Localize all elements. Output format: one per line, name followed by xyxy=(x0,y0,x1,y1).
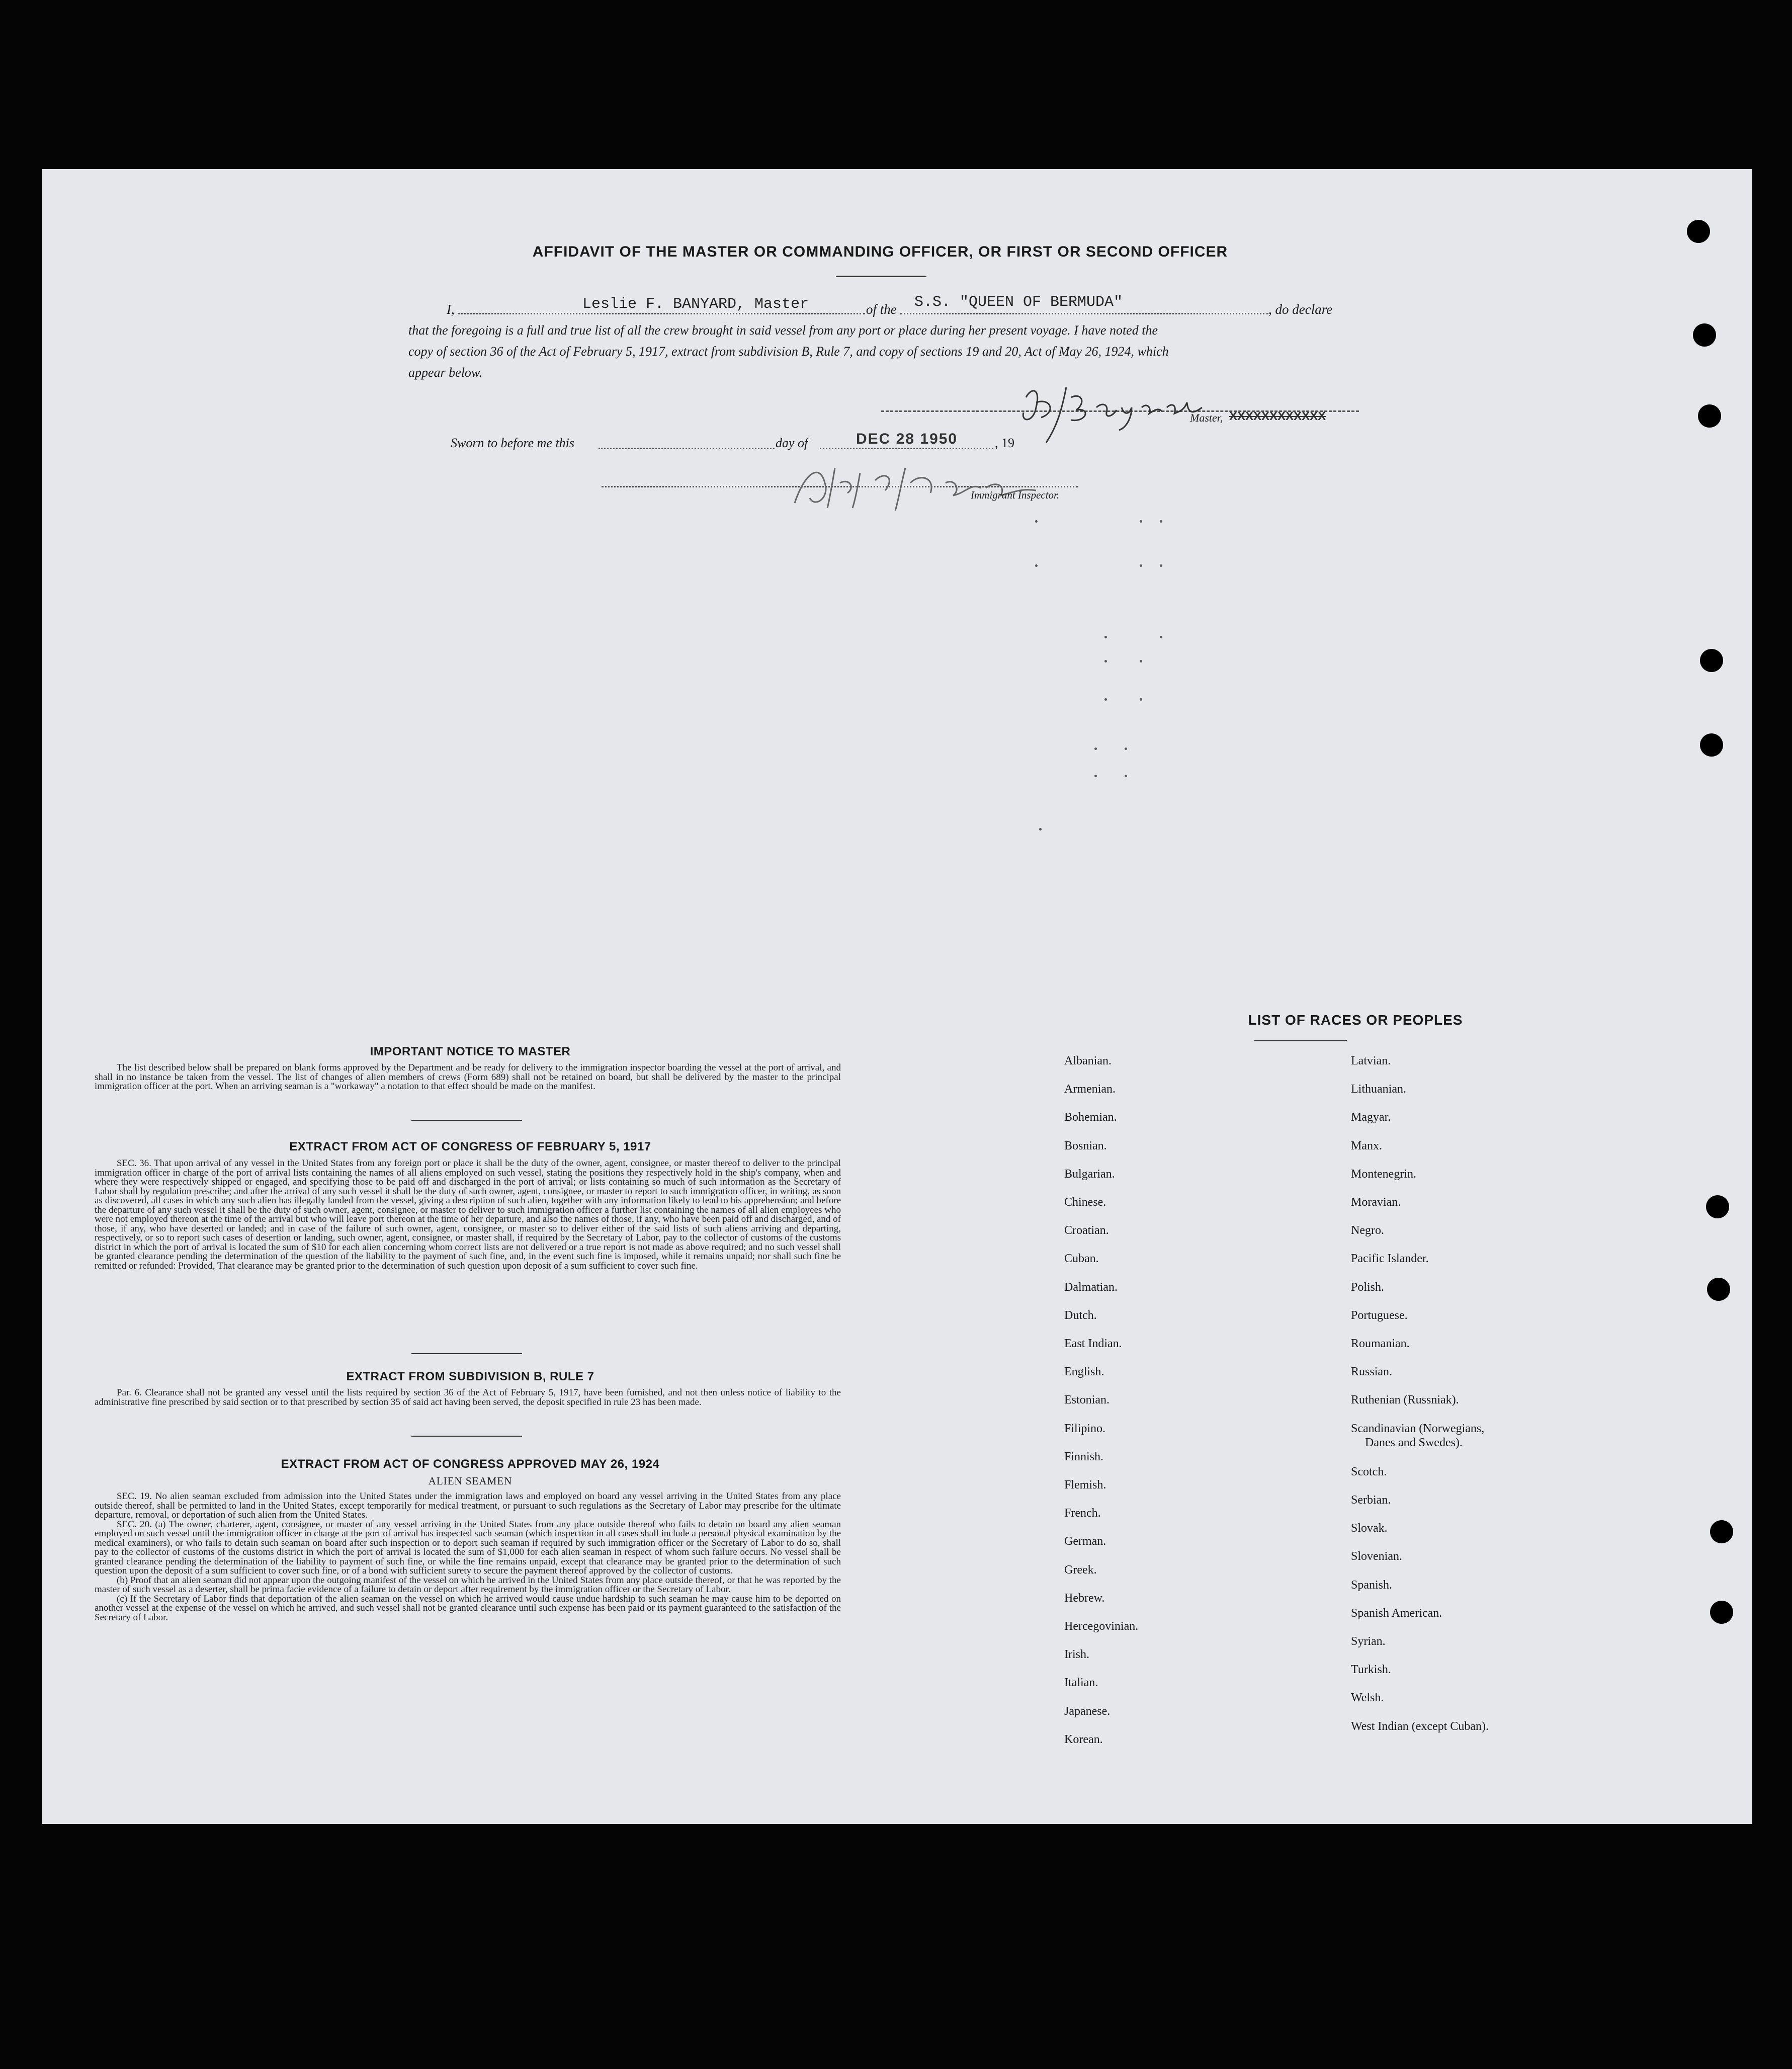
scan-speck xyxy=(1160,636,1162,638)
race-item: Welsh. xyxy=(1351,1691,1384,1705)
punch-hole xyxy=(1700,649,1723,672)
vessel-name-typed: S.S. "QUEEN OF BERMUDA" xyxy=(914,294,1123,311)
scan-speck xyxy=(1160,564,1162,567)
master-name-typed: Leslie F. BANYARD, Master xyxy=(582,296,809,313)
extract-1917-title: EXTRACT FROM ACT OF CONGRESS OF FEBRUARY 5, 1917 xyxy=(289,1140,651,1153)
scan-speck xyxy=(1039,828,1042,831)
extract-1917-text xyxy=(95,1159,841,1271)
race-item: Russian. xyxy=(1351,1365,1393,1379)
race-item: Polish. xyxy=(1351,1280,1385,1294)
section-20b: (b) Proof that an alien seaman did not appear upon the outgoing manifest of the vessel on which he arrived in the United States from any place outside thereof, or that he was reported by the master of such vessel as a deserter, shall be prima facie evidence of a failure to detain or deport after requirement by the immigration officer or the Secretary of Labor. xyxy=(95,1575,841,1595)
extract-1924-text xyxy=(95,1492,841,1622)
punch-hole xyxy=(1706,1195,1729,1218)
race-item: Magyar. xyxy=(1351,1111,1391,1124)
race-item: Bosnian. xyxy=(1064,1139,1107,1152)
affidavit-title: AFFIDAVIT OF THE MASTER OR COMMANDING OFFICER, OR FIRST OR SECOND OFFICER xyxy=(532,243,1228,260)
scan-speck xyxy=(1160,520,1162,523)
scan-speck xyxy=(1104,660,1107,663)
master-label: Master, xyxy=(1190,411,1223,424)
sworn-month-blank xyxy=(820,448,993,449)
of-the-label: of the xyxy=(866,302,897,317)
affidavit-line: that the foregoing is a full and true list of all the crew brought in said vessel from any port or place during her present voyage. I have noted the xyxy=(408,323,1158,338)
race-item: English. xyxy=(1064,1365,1104,1379)
rule7-text xyxy=(95,1388,841,1407)
scan-speck xyxy=(1140,660,1142,663)
race-item: Roumanian. xyxy=(1351,1337,1410,1350)
race-item: Finnish. xyxy=(1064,1450,1104,1463)
scan-speck xyxy=(1094,748,1097,750)
divider xyxy=(411,1120,522,1121)
divider xyxy=(411,1353,522,1354)
race-item: Ruthenian (Russniak). xyxy=(1351,1393,1459,1407)
race-item: Japanese. xyxy=(1064,1704,1111,1718)
race-item: Syrian. xyxy=(1351,1635,1386,1648)
notice-paragraph: The list described below shall be prepared on blank forms approved by the Department and be ready for delivery to the immigration inspector boarding the vessel at the port of arrival, and shall in no instance be taken from the vessel. The list of changes of alien members of crews (Form 689) shall not be retained on board, but shall be delivered by the master to the principal immigration officer at the port. When an arriving seaman is a "workaway" a notation to that effect should be made on the manifest. xyxy=(95,1062,841,1092)
section-20c: (c) If the Secretary of Labor finds that deportation of the alien seaman on the vessel on which he arrived would cause undue hardship to such seaman he may cause him to be deported on another vessel at the expense of the vessel on which he arrived, and such vessel shall not be granted clearance until such expense has been paid or its payment guaranteed to the satisfaction of the Secretary of Labor. xyxy=(95,1593,841,1623)
race-item: Pacific Islander. xyxy=(1351,1252,1429,1266)
race-item: Latvian. xyxy=(1351,1054,1391,1067)
divider xyxy=(411,1436,522,1437)
race-item: East Indian. xyxy=(1064,1337,1122,1350)
scan-speck xyxy=(1104,698,1107,701)
punch-hole xyxy=(1710,1601,1733,1624)
do-declare-label: , do declare xyxy=(1268,302,1333,317)
race-item: Spanish American. xyxy=(1351,1606,1442,1620)
race-item: Negro. xyxy=(1351,1224,1384,1237)
master-signature xyxy=(1011,367,1232,448)
race-item: Italian. xyxy=(1064,1676,1098,1690)
race-item: Croatian. xyxy=(1064,1224,1109,1237)
sworn-label: Sworn to before me this xyxy=(451,436,575,450)
struck-title: XXXXXXXXXXXX xyxy=(1229,409,1326,423)
name-blank xyxy=(458,313,865,314)
divider xyxy=(836,276,926,277)
vessel-blank xyxy=(900,313,1268,314)
race-item: Moravian. xyxy=(1351,1196,1401,1209)
race-item: Irish. xyxy=(1064,1648,1089,1662)
scan-speck xyxy=(1140,520,1142,523)
race-item: Filipino. xyxy=(1064,1422,1106,1435)
scan-speck xyxy=(1125,748,1127,750)
race-item: German. xyxy=(1064,1535,1106,1548)
race-item: Albanian. xyxy=(1064,1054,1112,1067)
punch-hole xyxy=(1687,220,1710,243)
scan-speck xyxy=(1035,564,1038,567)
race-item: Lithuanian. xyxy=(1351,1083,1406,1096)
race-item: Slovenian. xyxy=(1351,1550,1402,1563)
scan-speck xyxy=(1104,636,1107,638)
scan-speck xyxy=(1140,698,1142,701)
race-item: Korean. xyxy=(1064,1732,1103,1746)
race-item: Portuguese. xyxy=(1351,1308,1408,1322)
race-item: Chinese. xyxy=(1064,1196,1106,1209)
inspector-signature xyxy=(785,453,1086,518)
race-item: French. xyxy=(1064,1507,1101,1520)
divider xyxy=(1254,1040,1347,1041)
race-item: Cuban. xyxy=(1064,1252,1099,1266)
race-item: Greek. xyxy=(1064,1563,1097,1577)
year-prefix: , 19 xyxy=(995,436,1014,450)
punch-hole xyxy=(1698,404,1721,428)
scan-speck xyxy=(1035,520,1038,523)
punch-hole xyxy=(1707,1278,1730,1301)
affidavit-line: appear below. xyxy=(408,365,482,380)
race-item: Bulgarian. xyxy=(1064,1167,1115,1181)
rule7-paragraph: Par. 6. Clearance shall not be granted any vessel until the lists required by section 36 of the Act of February 5, 1917, have been furnished, and not then unless notice of liability to the administrative fine prescribed by said section or to that prescribed by section 35 of said act having been served, the deposit specified in rule 23 has been made. xyxy=(95,1387,841,1408)
race-item: Hercegovinian. xyxy=(1064,1620,1139,1633)
race-item: Montenegrin. xyxy=(1351,1167,1416,1181)
race-item: Spanish. xyxy=(1351,1578,1393,1592)
race-item: Slovak. xyxy=(1351,1522,1388,1535)
day-of-label: day of xyxy=(776,436,808,450)
punch-hole xyxy=(1693,323,1716,347)
race-item: Turkish. xyxy=(1351,1663,1391,1677)
race-item: Estonian. xyxy=(1064,1393,1110,1407)
scan-speck xyxy=(1140,564,1142,567)
punch-hole xyxy=(1710,1520,1733,1543)
scan-speck xyxy=(1094,775,1097,777)
races-title: LIST OF RACES OR PEOPLES xyxy=(1248,1012,1463,1028)
affidavit-line: copy of section 36 of the Act of February 5, 1917, extract from subdivision B, Rule 7, and copy of sections 19 and 20, Act of May 26, 1924, which xyxy=(408,344,1169,359)
affidavit-pronoun: I, xyxy=(447,302,455,317)
race-item: Armenian. xyxy=(1064,1083,1116,1096)
race-item: Hebrew. xyxy=(1064,1591,1105,1605)
section-36: SEC. 36. That upon arrival of any vessel in the United States from any foreign port or place it shall be the duty of the owner, agent, consignee, or master thereof to deliver to the principal immigration officer in charge of the port of arrival lists containing the names of all aliens employed on such vessel, stating the positions they respectively hold in the ship's company, when and where they were respectively shipped or engaged, and specifying those to be paid off and discharged in the port of arrival; or lists containing so much of such information as the Secretary of Labor shall by regulation prescribe; and after the arrival of any such vessel it shall be the duty of such owner, agent, consignee, or master to report to such immigration officer, in writing, as soon as discovered, all cases in which any such alien has illegally landed from the vessel, giving a description of such alien, together with any information likely to lead to his apprehension; and before the departure of any such vessel it shall be the duty of such owner, agent, consignee, or master to deliver to such immigration officer a further list containing the names of all alien employees who were not employed thereon at the time of the arrival but who will leave port thereon at the time of her departure, and also the names of those, if any, who have been paid off and discharged, and of those, if any, who have deserted or landed; and in case of the failure of such owner, agent, consignee, or master so to deliver either of the said lists of such aliens arriving and departing, respectively, or so to report such cases of desertion or landing, such owner, agent, consignee, or master shall, if required by the Secretary of Labor, pay to the collector of customs of the customs district in which the port of arrival is located the sum of $10 for each alien concerning whom correct lists are not delivered or a true report is not made as above required; and no such vessel shall be granted clearance pending the determination of the question of the liability to the payment of such fine, and, in the event such fine is imposed, while it remains unpaid; nor shall such fine be remitted or refunded: Provided, That clearance may be granted prior to the determination of such question upon deposit of a sum sufficient to cover such fine. xyxy=(95,1158,841,1271)
sworn-day-blank xyxy=(599,448,775,449)
section-20a: SEC. 20. (a) The owner, charterer, agent, consignee, or master of any vessel arriving in the United States from any place outside thereof who fails to detain on board any alien seaman employed on such vessel until the immigration officer in charge at the port of arrival has inspected such seaman (which inspection in all cases shall include a personal physical examination by the medical examiners), or who fails to detain such seaman on board after such inspection or to deport such seaman if required by such immigration officer or the Secretary of Labor to do so, shall pay to the collector of customs of the customs district in which the port of arrival is located the sum of $1,000 for each alien seaman in respect of whom such failure occurs. No vessel shall be granted clearance pending the determination of the liability to payment of such fine, or while the fine remains unpaid, except that clearance may be granted prior to the determination of such question upon the deposit of a sum sufficient to cover such fine, or of a bond with sufficient surety to secure the payment thereof approved by the collector of customs. xyxy=(95,1519,841,1576)
race-item: Flemish. xyxy=(1064,1478,1106,1492)
race-item-continuation: Danes and Swedes). xyxy=(1365,1436,1463,1449)
section-19: SEC. 19. No alien seaman excluded from admission into the United States under the immigration laws and employed on board any vessel arriving in the United States from any place outside thereof, shall be permitted to land in the United States, except temporarily for medical treatment, or pursuant to such regulations as the Secretary of Labor may prescribe for the ultimate departure, removal, or deportation of such alien from the United States. xyxy=(95,1491,841,1520)
punch-hole xyxy=(1700,733,1723,757)
race-item: Scotch. xyxy=(1351,1465,1387,1478)
race-item: Bohemian. xyxy=(1064,1111,1117,1124)
notice-text xyxy=(95,1063,841,1092)
scan-speck xyxy=(1125,775,1127,777)
extract-1924-subtitle: ALIEN SEAMEN xyxy=(428,1475,513,1487)
race-item: Manx. xyxy=(1351,1139,1382,1152)
rule7-title: EXTRACT FROM SUBDIVISION B, RULE 7 xyxy=(346,1370,594,1383)
date-stamp: DEC 28 1950 xyxy=(856,431,958,447)
race-item: West Indian (except Cuban). xyxy=(1351,1719,1489,1733)
extract-1924-title: EXTRACT FROM ACT OF CONGRESS APPROVED MAY 26, 1924 xyxy=(281,1457,660,1471)
race-item: Dutch. xyxy=(1064,1308,1097,1322)
race-item: Serbian. xyxy=(1351,1494,1391,1507)
race-item: Dalmatian. xyxy=(1064,1280,1118,1294)
inspector-label: Immigrant Inspector. xyxy=(971,489,1060,501)
notice-title: IMPORTANT NOTICE TO MASTER xyxy=(370,1045,571,1058)
race-item: Scandinavian (Norwegians, xyxy=(1351,1422,1485,1435)
